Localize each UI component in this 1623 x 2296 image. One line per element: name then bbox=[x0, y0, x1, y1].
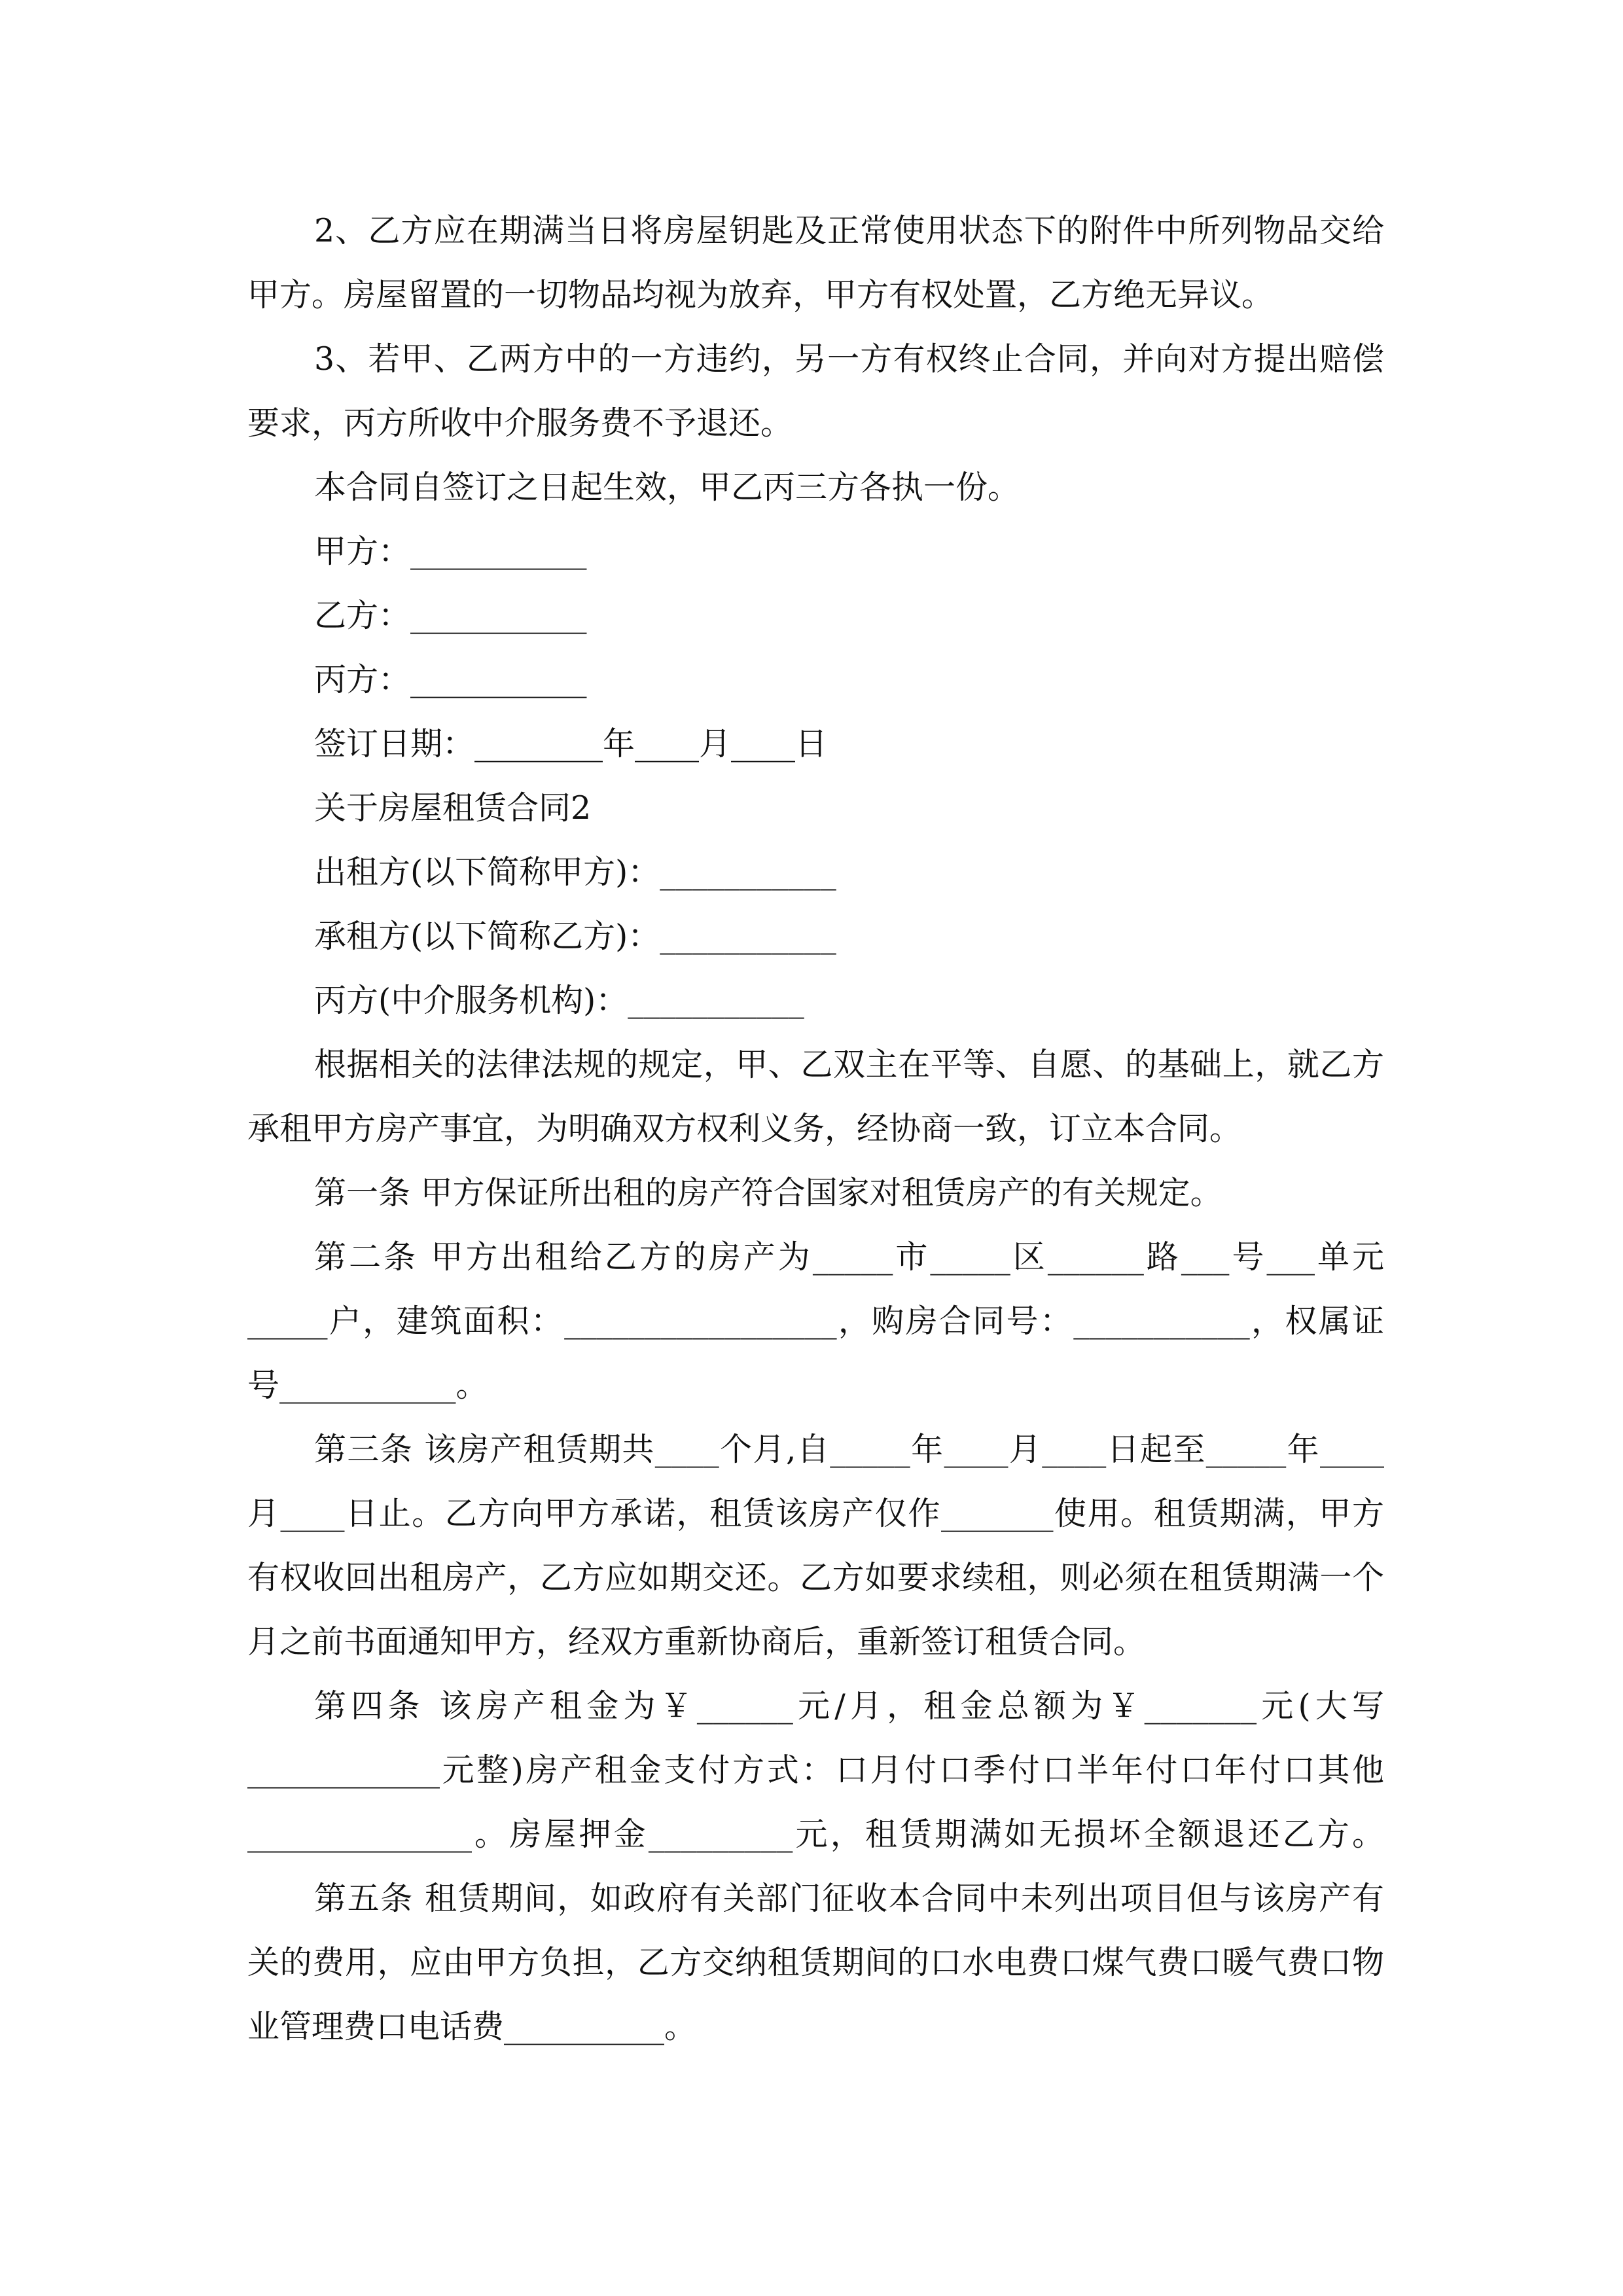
text-line: ______________。房屋押金_________元，租赁期满如无损坏全额退还乙方。 bbox=[247, 1816, 1384, 1853]
section-title: 关于房屋租赁合同2 bbox=[314, 789, 592, 827]
signature-party-c: 丙方：___________ bbox=[314, 661, 587, 698]
text-line: 甲方。房屋留置的一切物品均视为放弃，甲方有权处置，乙方绝无异议。 bbox=[247, 276, 1274, 314]
text-line: 承租甲方房产事宜，为明确双方权利义务，经协商一致，订立本合同。 bbox=[247, 1110, 1242, 1147]
text-line: 2、乙方应在期满当日将房屋钥匙及正常使用状态下的附件中所列物品交给 bbox=[314, 212, 1384, 249]
text-line: 月____日止。乙方向甲方承诺，租赁该房产仅作_______使用。租赁期满，甲方 bbox=[247, 1495, 1384, 1532]
article-2: 第二条 甲方出租给乙方的房产为_____市_____区______路___号___单元 bbox=[314, 1238, 1384, 1276]
signing-date: 签订日期：________年____月____日 bbox=[314, 725, 828, 762]
text-line: 本合同自签订之日起生效，甲乙丙三方各执一份。 bbox=[314, 469, 1020, 506]
article-4: 第四条 该房产租金为￥______元/月，租金总额为￥_______元(大写 bbox=[314, 1687, 1384, 1725]
text-line: 有权收回出租房产，乙方应如期交还。乙方如要求续租，则必须在租赁期满一个 bbox=[247, 1559, 1384, 1596]
article-1: 第一条 甲方保证所出租的房产符合国家对租赁房产的有关规定。 bbox=[314, 1174, 1222, 1211]
article-5: 第五条 租赁期间，如政府有关部门征收本合同中未列出项目但与该房产有 bbox=[314, 1880, 1384, 1917]
text-line: 3、若甲、乙两方中的一方违约，另一方有权终止合同，并向对方提出赔偿 bbox=[314, 340, 1384, 378]
text-line: 号___________。 bbox=[247, 1367, 488, 1404]
text-line: 关的费用，应由甲方负担，乙方交纳租赁期间的口水电费口煤气费口暖气费口物 bbox=[247, 1944, 1384, 1981]
lessor-field: 出租方(以下简称甲方)：___________ bbox=[314, 853, 836, 891]
text-line: 月之前书面通知甲方，经双方重新协商后，重新签订租赁合同。 bbox=[247, 1623, 1146, 1660]
agency-field: 丙方(中介服务机构)：___________ bbox=[314, 982, 804, 1019]
signature-party-b: 乙方：___________ bbox=[314, 597, 587, 634]
signature-party-a: 甲方：___________ bbox=[314, 533, 587, 570]
text-line: 根据相关的法律法规的规定，甲、乙双主在平等、自愿、的基础上，就乙方 bbox=[314, 1046, 1384, 1083]
lessee-field: 承租方(以下简称乙方)：___________ bbox=[314, 918, 836, 955]
text-line: ____________元整)房产租金支付方式：口月付口季付口半年付口年付口其他 bbox=[247, 1751, 1384, 1789]
article-3: 第三条 该房产租赁期共____个月,自_____年____月____日起至_____年____ bbox=[314, 1431, 1384, 1468]
text-line: _____户，建筑面积：_________________，购房合同号：___________，权属证 bbox=[247, 1302, 1384, 1340]
text-line: 业管理费口电话费__________。 bbox=[247, 2008, 697, 2045]
text-line: 要求，丙方所收中介服务费不予退还。 bbox=[247, 404, 793, 442]
